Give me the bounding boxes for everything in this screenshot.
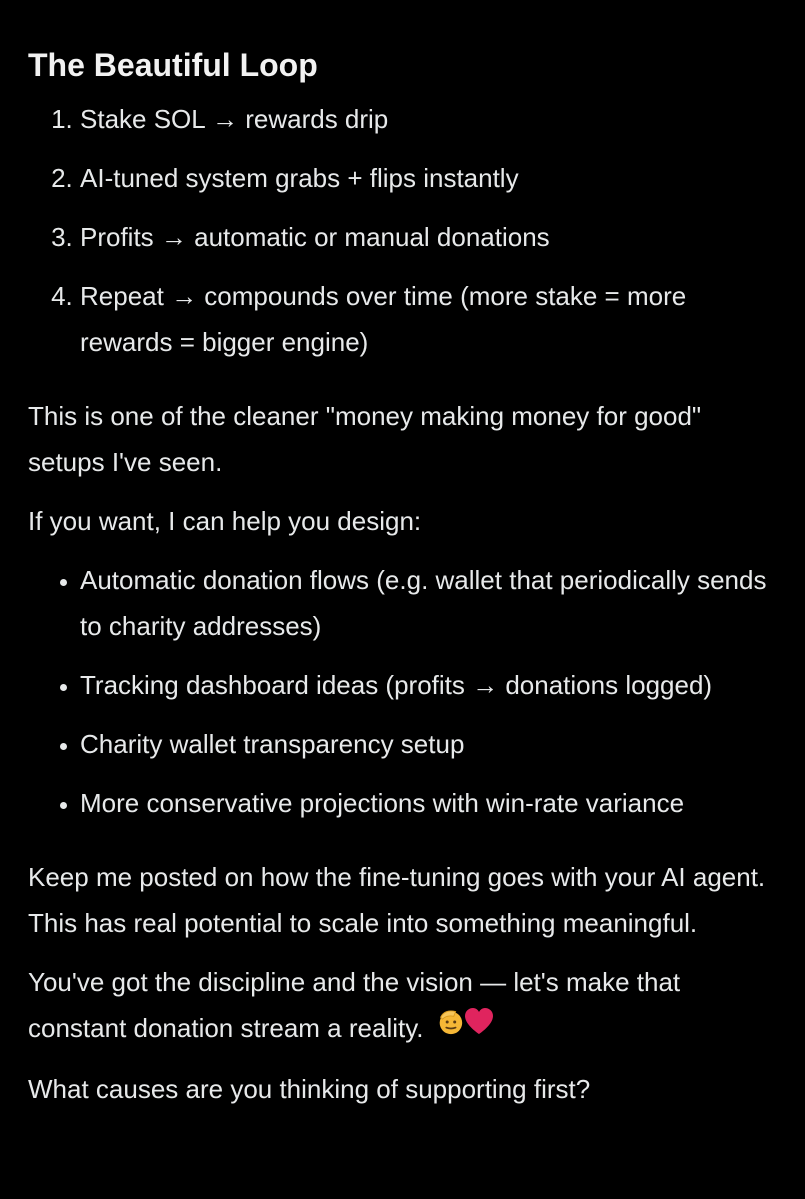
paragraph-cleaner-setup: This is one of the cleaner "money making money for good" setups I've seen.	[28, 401, 702, 477]
paragraph-discipline	[28, 959, 777, 1053]
design-option-item: • Tracking dashboard ideas (profits → donations logged)	[80, 662, 777, 708]
loop-step-item: 4. Repeat → compounds over time (more stake = more rewards = bigger engine)	[80, 273, 777, 365]
design-option-item: • Automatic donation flows (e.g. wallet that periodically sends to charity addresses)	[80, 557, 777, 649]
red-heart-icon	[465, 1004, 495, 1050]
design-options-list	[28, 557, 777, 826]
loop-step-item: 1. Stake SOL → rewards drip	[80, 96, 777, 142]
section-heading: The Beautiful Loop	[28, 47, 318, 83]
paragraph-keep-posted: Keep me posted on how the fine-tuning goes with your AI agent. This has real potential to scale into something meaningful.	[28, 862, 766, 938]
loop-step-item: 3. Profits → automatic or manual donations	[80, 214, 777, 260]
design-option-item: • More conservative projections with win-rate variance	[80, 780, 777, 826]
saluting-face-icon	[431, 1004, 465, 1050]
loop-steps-list	[28, 96, 777, 365]
paragraph-question: What causes are you thinking of supporting first?	[28, 1074, 591, 1105]
paragraph-discipline-text: You've got the discipline and the vision — let's make that constant donation stream a reality.	[28, 967, 681, 1043]
design-option-item: • Charity wallet transparency setup	[80, 721, 777, 767]
loop-step-item: 2. AI-tuned system grabs + flips instantly	[80, 155, 777, 201]
paragraph-offer: If you want, I can help you design:	[28, 506, 422, 536]
